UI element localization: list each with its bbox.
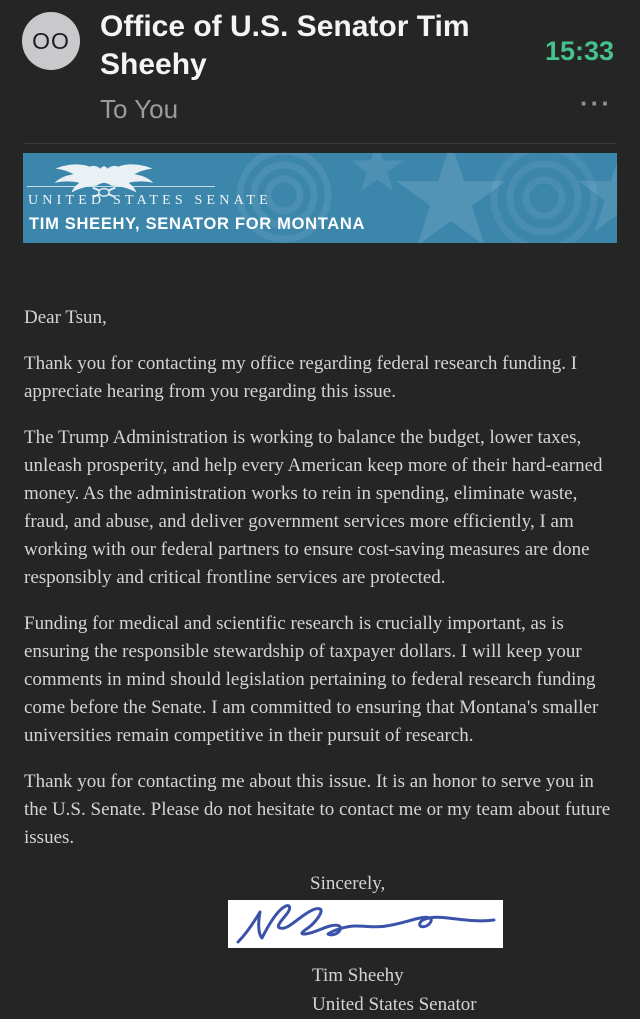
signer-name: Tim Sheehy <box>312 965 404 986</box>
recipient-label[interactable]: To You <box>100 94 179 124</box>
sender-name: Office of U.S. Senator Tim Sheehy <box>100 10 470 81</box>
banner-org-text: UNITED STATES SENATE <box>28 193 272 208</box>
paragraph-1: Thank you for contacting my office regarding federal research funding. I appreciate hearing from you regarding this issue. <box>24 353 578 402</box>
paragraph-4: Thank you for contacting me about this issue. It is an honor to serve you in the U.S. Senate. Please do not hesitate to contact me or my team about future issues. <box>24 771 611 848</box>
closing-salutation: Sincerely, <box>310 873 386 894</box>
timestamp: 15:33 <box>544 36 614 66</box>
header-divider <box>24 143 616 144</box>
avatar-initials: OO <box>32 27 70 54</box>
signature-scrawl <box>228 900 503 948</box>
greeting: Dear Tsun, <box>24 307 107 328</box>
email-body <box>0 243 640 1019</box>
senate-banner-image <box>23 153 617 243</box>
more-options-icon[interactable]: ··· <box>580 88 612 118</box>
signature-image <box>228 900 503 948</box>
paragraph-3: Funding for medical and scientific research is crucially important, as is ensuring the responsible stewardship of taxpayer dollars. I will keep your comments in mind should legislation pertaining to federal research funding come before the Senate. I am committed to ensuring that Montana's smaller universities remain competitive in their pursuit of research. <box>24 613 599 746</box>
email-header <box>0 0 640 144</box>
paragraph-2: The Trump Administration is working to balance the budget, lower taxes, unleash prosperity, and help every American keep more of their hard-earned money. As the administration works to rein in spending, eliminate waste, fraud, and abuse, and deliver government services more efficiently, I am working with our federal partners to ensure cost-saving measures are done responsibly and critical frontline services are protected. <box>24 427 603 588</box>
banner-title-text: TIM SHEEHY, SENATOR FOR MONTANA <box>29 215 366 233</box>
avatar[interactable] <box>22 12 80 70</box>
signer-title: United States Senator <box>312 994 477 1015</box>
